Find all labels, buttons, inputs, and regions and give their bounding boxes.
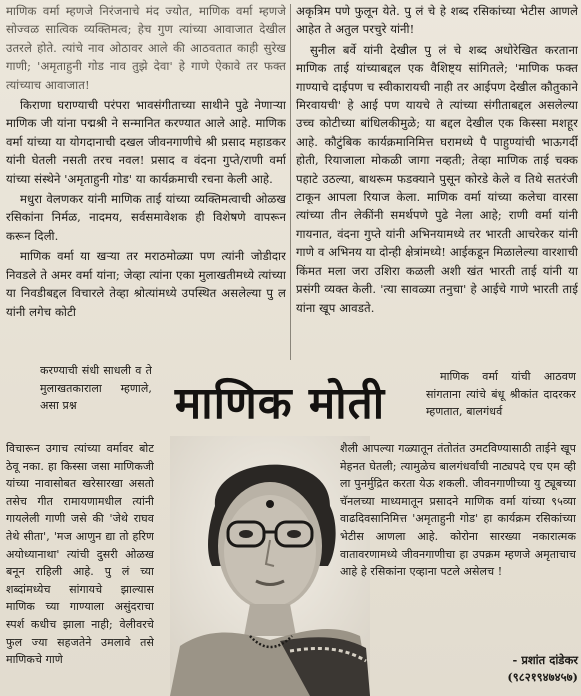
- paragraph: किराणा घराण्याची परंपरा भावसंगीताच्या साथीने पुढे नेणाऱ्या माणिक जी यांना पद्मश्री ने सन्मानित करण्यात आले आहे. माणिक वर्मा यांच्या या योगदानाची दखल जीवनगाणीचे श्री प्रसाद महाडकर यांनी घेतली नसती तरच नवल! प्रसाद व वंदना गुप्ते/राणी वर्मा यांच्या संस्थेने 'अमृताहुनी गोड' या कार्यक्रमाची रचना केली आहे.: [6, 98, 286, 186]
- paragraph: माणिक वर्मा यांची आठवण सांगताना त्यांचे बंधू श्रीकांत दादरकर म्हणतात, बालगंधर्व: [426, 370, 576, 419]
- paragraph: विचारून उगाच त्यांच्या वर्मावर बोट ठेवू नका. हा किस्सा जसा माणिकजी यांच्या नावासोबत खरेसारखा असतो तसेच गीत रामायणामधील त्यांनी गायलेली गाणी जसे की 'जेथे राघव तेथे सीता', 'मज आणुन द्या तो हरिण अयोध्यानाथा' त्यांची दुसरी ओळख बनून राहिली आहे. पु लं च्या शब्दांमध्येच सांगायचे झाल्यास माणिक च्या गाण्याला असुंदराचा स्पर्श कधीच झाला नाही; वेलीवरचे फुल ज्या सहजतेने उमलावे तसे माणिकचे गाणे: [6, 442, 154, 667]
- article-column-left-bottom: [6, 440, 154, 692]
- paragraph: सुनील बर्वे यांनी देखील पु लं चे शब्द अधोरेखित करताना माणिक ताई यांच्याबद्दल एक वैशिष्ट्य सांगितले; 'माणिक फक्त गाण्याचे दाईपण च स्वीकारायची नाही तर आईपण देखील कौतुकाने मिरवायची' हे आई पण यायचे ते त्यांच्या संगीताबद्दल असलेल्या उच्च कोटीच्या बांधिलकीमुळे; या बद्दल देखील एक किस्सा मशहूर आहे. कौटुंबिक कार्यक्रमानिमित्त घरामध्ये पै पाहुण्यांची भाऊगर्दी होती, रियाजाला मोकळी जागा नव्हती; तेव्हा माणिक ताई चक्क पहाटे उठल्या, बाथरूम फडक्याने पुसून कोरडे केले व तिथे सतरंजी टाकून आपला रियाज केला. माणिक वर्मा यांच्या कलेचा वारसा त्यांच्या तीन लेकींनी समर्थपणे पुढे नेला आहे; राणी वर्मा यांनी गायनात, वंदना गुप्ते यांनी अभिनयामध्ये तर भारती आचरेकर यांनी गाणे व अभिनय या दोन्ही क्षेत्रांमध्ये! आईकडून मिळालेल्या वारशाची किंमत मला जरा उशिरा कळली अशी खंत भारती ताई यांनी या प्रसंगी व्यक्त केली. 'त्या सावळ्या तनुचा' हे आईचे गाणे भारती ताई यांना खूप आवडते.: [296, 42, 578, 315]
- author-phone: (९८२१९४७४५७): [507, 670, 578, 684]
- paragraph: शैली आपल्या गळ्यातून तंतोतंत उमटविण्यासाठी ताईने खूप मेहनत घेतली; त्यामुळेच बालगंधर्वांची नाट्यपदे एच एम व्ही ला पुनर्मुद्रित करता येऊ शकली. जीवनगाणीच्या यु ट्यूबच्या चॅनलच्या माध्यमातून प्रसादने माणिक वर्मा यांच्या ९५व्या वाढदिवसानिमित्त 'अमृताहुनी गोड' हा कार्यक्रम रसिकांच्या भेटीस आणला आहे. कोरोना सारख्या नकारात्मक वातावरणामध्ये जीवनगाणीचा हा उपक्रम म्हणजे अमृताचाच आहे हे रसिकांना एव्हाना पटले असेलच !: [340, 442, 576, 579]
- paragraph: करण्याची संधी साधली व ते मुलाखतकाराला म्हणाले, असा प्रश्न: [40, 364, 152, 413]
- paragraph: माणिक वर्मा या खऱ्या तर मराठमोळ्या पण त्यांनी जोडीदार निवडले ते अमर वर्मा यांना; जेव्हा त्यांना एका मुलाखतीमध्ये त्यांच्या या निवडीबद्दल विचारले तेव्हा श्रोत्यांमध्ये उपस्थित असलेल्या पु ल यांनी लगेच कोटी: [6, 249, 286, 319]
- column-divider: [290, 4, 291, 360]
- article-column-right-mid: [426, 368, 576, 442]
- article-column-right-top: [296, 2, 578, 416]
- paragraph: माणिक वर्मा म्हणजे निरंजनाचे मंद ज्योत, माणिक वर्मा म्हणजे सोज्वळ सात्विक व्यक्तिमत्व; हेच गुण त्यांच्या आवाजात देखील उतरले होते. त्यांचे नाव ओठावर आले की आठवतात काही सुरेख गाणी; 'अमृताहुनी गोड नाव तुझे देवा' हे गाणे ऐकावे तर फक्त त्यांच्याच आवाजात!: [6, 4, 286, 92]
- author-name: - प्रशांत दांडेकर: [512, 653, 578, 667]
- headline: माणिक मोती: [174, 378, 386, 429]
- article-column-left-mid: [40, 362, 152, 440]
- paragraph: मधुरा वेलणकर यांनी माणिक ताई यांच्या व्यक्तिमत्वाची ओळख रसिकांना निर्मळ, नादमय, सर्वसमावेशक ही विशेषणे वापरून करून दिली.: [6, 192, 286, 243]
- byline: [462, 652, 578, 686]
- paragraph: अकृत्रिम पणे फुलून येते. पु लं चे हे शब्द रसिकांच्या भेटीस आणले आहेत ते अतुल परचुरे यांनी!: [296, 4, 578, 37]
- article-column-right-bottom: [340, 440, 576, 654]
